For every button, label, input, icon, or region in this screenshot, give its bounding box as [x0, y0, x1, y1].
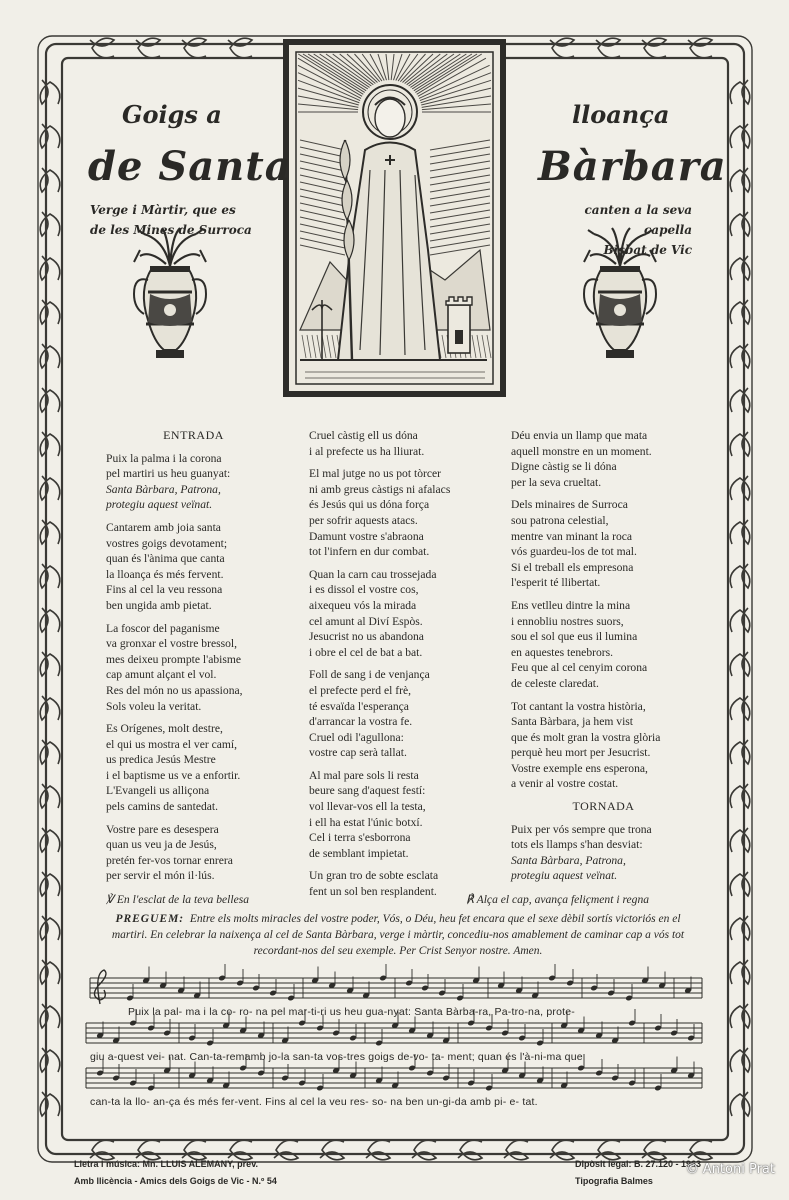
- verse-line: aquell monstre en un moment.: [511, 444, 652, 458]
- verse-line: mentre van minant la roca: [511, 529, 633, 543]
- tornada-stanza: [511, 822, 696, 884]
- verse-line: Un gran tro de sobte esclata: [309, 869, 439, 883]
- verse-line: l'esperit té llibertat.: [511, 576, 601, 590]
- verse-line: tot l'infern en dur combat.: [309, 545, 430, 559]
- stanza: [309, 667, 484, 761]
- verse-line: Vostre pare es desespera: [106, 822, 219, 836]
- verse-line: mes deixeu prompte l'abisme: [106, 652, 242, 666]
- verse-line: per sofrir aquests atacs.: [309, 513, 418, 527]
- verse-line: de semblant impietat.: [309, 846, 409, 860]
- verse-line: Santa Bàrbara, Patrona,: [511, 853, 626, 867]
- stanza: [106, 520, 281, 614]
- verse-line: L'Evangeli us alliçona: [106, 784, 210, 798]
- verse-line: Feu que al cel cenyim corona: [511, 661, 648, 675]
- verse-line: i al prefecte us ha lliurat.: [309, 444, 425, 458]
- verse-line: Santa Bàrbara, ja hem vist: [511, 715, 634, 729]
- verse-line: us predica Jesús Mestre: [106, 753, 216, 767]
- lyric-line-1: Puix la pal- ma i la co- ro- na pel mar-ti-ri us heu gua-nyat: Santa Bàrba-ra, Pa-tro-na, prote-: [128, 1006, 575, 1018]
- subtitle-left: Verge i Màrtir, que es de les Mines de Surroca: [90, 203, 252, 237]
- verse-line: Digne càstig se li dóna: [511, 460, 617, 474]
- verse-line: Dels minaires de Surroca: [511, 498, 628, 512]
- stanza: [309, 428, 484, 459]
- lyric-line-3: can-ta la llo- an-ça és més fer-vent. Fins al cel la veu res- so- na ben un-gi-da amb pi- e- tat.: [90, 1096, 538, 1108]
- stanza: [309, 868, 484, 899]
- vase-ornament-left: [134, 228, 206, 358]
- prayer-label: PREGUEM:: [115, 913, 185, 925]
- stanza: [106, 822, 281, 884]
- verse-line: cap amunt alçant el vol.: [106, 668, 217, 682]
- verse-line: Quan la carn cau trossejada: [309, 567, 437, 581]
- stanza: [511, 699, 696, 793]
- verse-line: a venir al vostre costat.: [511, 777, 619, 791]
- verse-column-3: [511, 428, 696, 891]
- verse-line: Sols voleu la veritat.: [106, 699, 202, 713]
- verse-line: el prefecte perd el frè,: [309, 683, 412, 697]
- verse-line: vostres goigs devotament;: [106, 536, 228, 550]
- versicle: ℣ En l'esclat de la teva bellesa: [106, 893, 250, 906]
- verse-line: Santa Bàrbara, Patrona,: [106, 482, 221, 496]
- verse-line: sou patrona celestial,: [511, 513, 609, 527]
- stanza: [106, 621, 281, 715]
- verse-line: vostre cap serà tallat.: [309, 746, 407, 760]
- footer-right: Dipòsit legal: B. 27.120 - 1963 Tipografia Balmes: [575, 1159, 702, 1186]
- verse-line: pels camins de santedat.: [106, 800, 219, 814]
- verse-line: Déu envia un llamp que mata: [511, 429, 648, 442]
- verse-line: Cruel odi l'agullona:: [309, 730, 404, 744]
- prayer-paragraph: [108, 911, 688, 959]
- verse-line: Cel i terra s'esborrona: [309, 831, 411, 845]
- stanza: [309, 567, 484, 661]
- verse-line: de celeste claredat.: [511, 676, 599, 690]
- verse-line: i ennobliu nostres suors,: [511, 614, 624, 628]
- verse-line: per la seva crueltat.: [511, 475, 602, 489]
- verse-line: pretén fer-vos tornar enrera: [106, 853, 233, 867]
- verse-line: Al mal pare sols li resta: [309, 768, 419, 782]
- verse-line: sou el sol que eus il lumina: [511, 630, 638, 644]
- verse-line: Tot cantant la vostra història,: [511, 699, 646, 713]
- verse-line: vós guardeu-los de tot mal.: [511, 545, 637, 559]
- footer-left: Lletra i música: Mn. LLUIS ALEMANY, prev. Amb llicència - Amics dels Goigs de Vic - N.º 54: [74, 1159, 277, 1186]
- verse-line: protegiu aquest veïnat.: [511, 869, 618, 883]
- music-score: [86, 964, 702, 1091]
- verse-line: quan us veu ja de Jesús,: [106, 838, 217, 852]
- subtitle-right: canten a la seva capella Bisbat de Vic: [584, 203, 692, 257]
- verse-line: és Jesús qui us dóna força: [309, 498, 430, 512]
- verse-line: i obre el cel de bat a bat.: [309, 645, 423, 659]
- verse-line: quan és l'ànima que canta: [106, 552, 225, 566]
- verse-line: protegiu aquest veïnat.: [106, 498, 213, 512]
- verse-line: Foll de sang i de venjança: [309, 668, 430, 682]
- verse-line: vol llevar-vos ell la testa,: [309, 800, 426, 814]
- verse-line: Cruel càstig ell us dóna: [309, 429, 418, 442]
- tornada-heading: TORNADA: [572, 799, 635, 814]
- title-barbara: Bàrbara: [538, 143, 727, 190]
- stanza: [511, 497, 696, 591]
- verse-line: i el baptisme us ve a enfortir.: [106, 768, 241, 782]
- verse-line: Cantarem amb joia santa: [106, 520, 221, 534]
- verse-line: Jesucrist no us abandona: [309, 630, 424, 644]
- verse-line: que és molt gran la vostra glòria: [511, 730, 661, 744]
- verse-line: i ell ha estat l'únic botxí.: [309, 815, 423, 829]
- saint-barbara-woodcut: [286, 42, 503, 394]
- verse-line: d'arrancar la vostra fe.: [309, 715, 413, 729]
- copyright-watermark: © Antoni Prat: [685, 1162, 775, 1177]
- verse-line: Fins al cel la veu ressona: [106, 583, 223, 597]
- verse-line: El mal jutge no us pot tòrcer: [309, 467, 442, 481]
- stanza: [309, 466, 484, 560]
- stanza: [511, 598, 696, 692]
- verse-line: fent un sol ben resplandent.: [309, 885, 437, 899]
- verse-line: ni amb greus càstigs ni afalacs: [309, 482, 451, 496]
- verse-line: beure sang d'aquest festí:: [309, 784, 426, 798]
- verse-line: Vostre exemple ens esperona,: [511, 761, 648, 775]
- verse-line: té esvaïda l'esperança: [309, 699, 409, 713]
- verse-line: en aquestes tenebrors.: [511, 645, 614, 659]
- verse-line: Damunt vostre s'abraona: [309, 529, 424, 543]
- verse-line: Si el treball els empresona: [511, 560, 634, 574]
- verse-column-1: [106, 428, 281, 891]
- stanza: [511, 428, 696, 490]
- title-de-santa: de Santa: [88, 143, 292, 190]
- verse-line: per servir el món il·lús.: [106, 869, 215, 883]
- verse-column-2: [309, 428, 484, 907]
- stanza: [309, 768, 484, 862]
- verse-line: i es dissol el vostre cos,: [309, 583, 419, 597]
- verse-line: Es Orígenes, molt destre,: [106, 722, 223, 736]
- title-goigs-a: Goigs a: [122, 100, 222, 129]
- verse-line: tots els llamps s'han desviat:: [511, 838, 643, 852]
- verse-line: el qui us mostra el ver camí,: [106, 737, 238, 751]
- lyric-line-2: giu a-quest vei- nat. Can-ta-remamb jo-la san-ta vos-tres goigs de-vo- ta- ment; quan és l'à-ni-ma que: [90, 1051, 583, 1063]
- stanza: [106, 721, 281, 815]
- verse-line: perquè heu mort per Jesucrist.: [511, 746, 651, 760]
- verse-line: Puix la palma i la corona: [106, 451, 222, 465]
- verse-line: Res del món no us apassiona,: [106, 683, 243, 697]
- verse-line: aixequeu vós la mirada: [309, 598, 417, 612]
- verse-line: cel amunt al Diví Espòs.: [309, 614, 423, 628]
- stanza: [106, 451, 281, 513]
- verse-line: ben ungida amb pietat.: [106, 598, 212, 612]
- prayer-text: Entre els molts miracles del vostre poder, Vós, o Déu, heu fet encara que el sexe dèbil sortís victoriós en el martiri. En celebrar la naixença al cel de Santa Bàrbara, verge i màrtir, concediu-nos amablement de caminar cap a vós tot recordant-nos del seu exemple. Per Crist Senyor nostre. Amen.: [111, 913, 685, 957]
- response: ℟ Alça el cap, avança feliçment i regna: [466, 893, 650, 906]
- verse-line: Ens vetlleu dintre la mina: [511, 598, 631, 612]
- verse-line: pel martiri us heu guanyat:: [106, 467, 231, 481]
- column-heading: ENTRADA: [163, 428, 224, 442]
- verse-line: La foscor del paganisme: [106, 621, 220, 635]
- verse-line: la lloança és més fervent.: [106, 567, 224, 581]
- title-lloanca: lloança: [572, 100, 670, 129]
- verse-line: va gronxar el vostre bressol,: [106, 637, 238, 651]
- verse-line: Puix per vós sempre que trona: [511, 822, 652, 836]
